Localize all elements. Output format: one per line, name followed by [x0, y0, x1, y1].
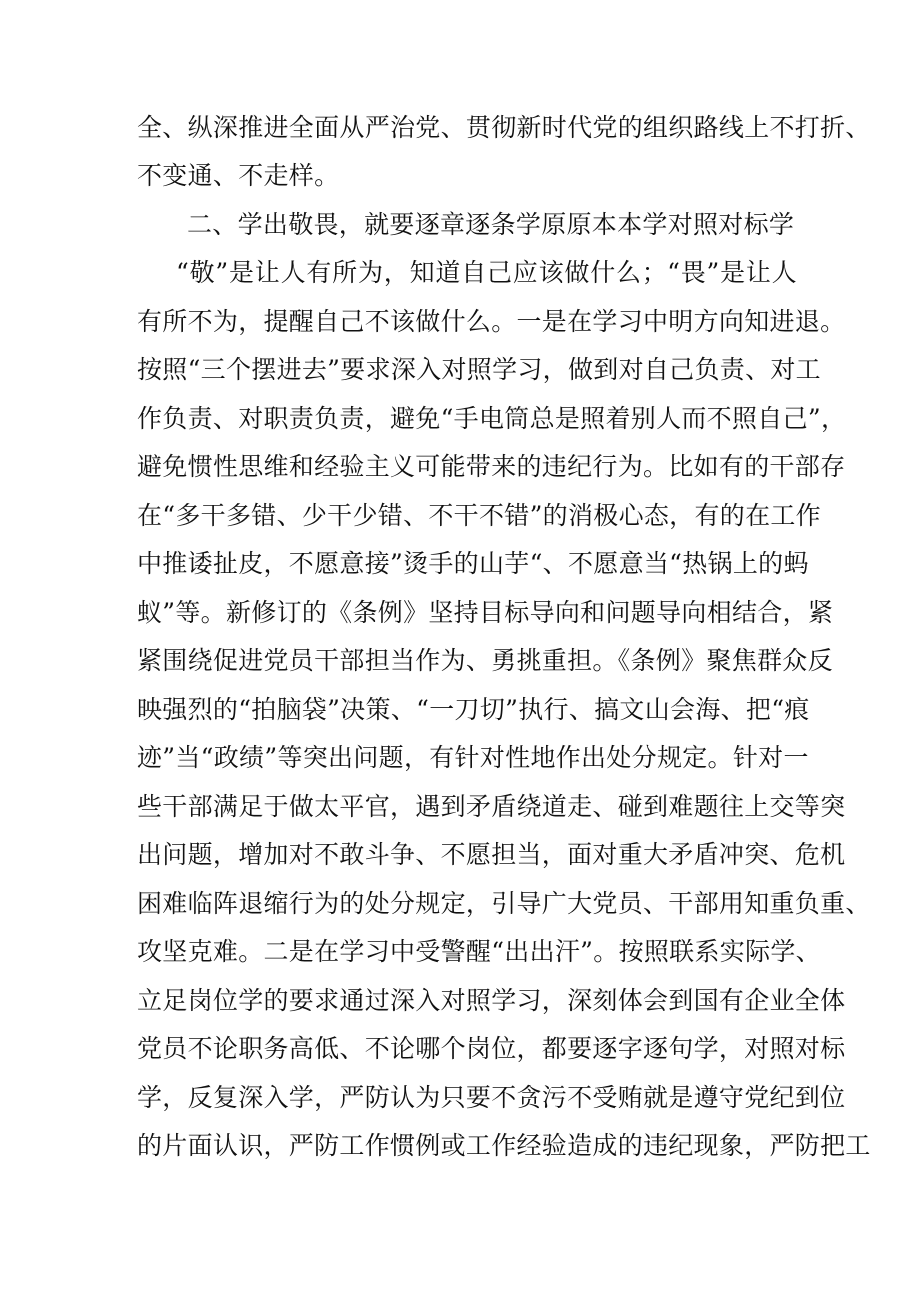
paragraph-line: “敬”是让人有所为，知道自己应该做什么；“畏”是让人: [176, 258, 797, 287]
paragraph-line: 在“多干多错、少干少错、不干不错”的消极心态，有的在工作: [137, 501, 821, 530]
paragraph-line: 党员不论职务高低、不论哪个岗位，都要逐字逐句学，对照对标: [137, 1034, 846, 1063]
paragraph-line: 不变通、不走样。: [137, 161, 340, 190]
section-heading: 二、学出敬畏，就要逐章逐条学原原本本学对照对标学: [187, 210, 795, 239]
paragraph-line: 些干部满足于做太平官，遇到矛盾绕道走、碰到难题往上交等突: [137, 792, 846, 821]
paragraph-line: 攻坚克难。二是在学习中受警醒“出出汗”。按照联系实际学、: [137, 937, 821, 966]
paragraph-line: 出问题，增加对不敢斗争、不愿担当，面对重大矛盾冲突、危机: [137, 840, 846, 869]
paragraph-line: 作负责、对职责负责，避免“手电筒总是照着别人而不照自己”，: [137, 404, 847, 433]
paragraph-line: 全、纵深推进全面从严治党、贯彻新时代党的组织路线上不打折、: [137, 113, 871, 142]
paragraph-line: 有所不为，提醒自己不该做什么。一是在学习中明方向知进退。: [137, 307, 846, 336]
paragraph-line: 困难临阵退缩行为的处分规定，引导广大党员、干部用知重负重、: [137, 889, 871, 918]
paragraph-line: 按照“三个摆进去”要求深入对照学习，做到对自己负责、对工: [137, 355, 821, 384]
paragraph-line: 学，反复深入学，严防认为只要不贪污不受贿就是遵守党纪到位: [137, 1083, 846, 1112]
paragraph-line: 立足岗位学的要求通过深入对照学习，深刻体会到国有企业全体: [137, 986, 846, 1015]
paragraph-line: 中推诿扯皮，不愿意接”烫手的山芋“、不愿意当“热锅上的蚂: [137, 549, 809, 578]
paragraph-line: 紧围绕促进党员干部担当作为、勇挑重担。《条例》聚焦群众反: [137, 646, 833, 675]
paragraph-line: 避免惯性思维和经验主义可能带来的违纪行为。比如有的干部存: [137, 452, 846, 481]
paragraph-line: 迹”当“政绩”等突出问题，有针对性地作出处分规定。针对一: [137, 743, 809, 772]
paragraph-line: 的片面认识，严防工作惯例或工作经验造成的违纪现象，严防把工: [137, 1131, 871, 1160]
paragraph-line: 映强烈的“拍脑袋”决策、“一刀切”执行、搞文山会海、把“痕: [137, 695, 810, 724]
paragraph-line: 蚁”等。新修订的《条例》坚持目标导向和问题导向相结合，紧: [137, 598, 834, 627]
